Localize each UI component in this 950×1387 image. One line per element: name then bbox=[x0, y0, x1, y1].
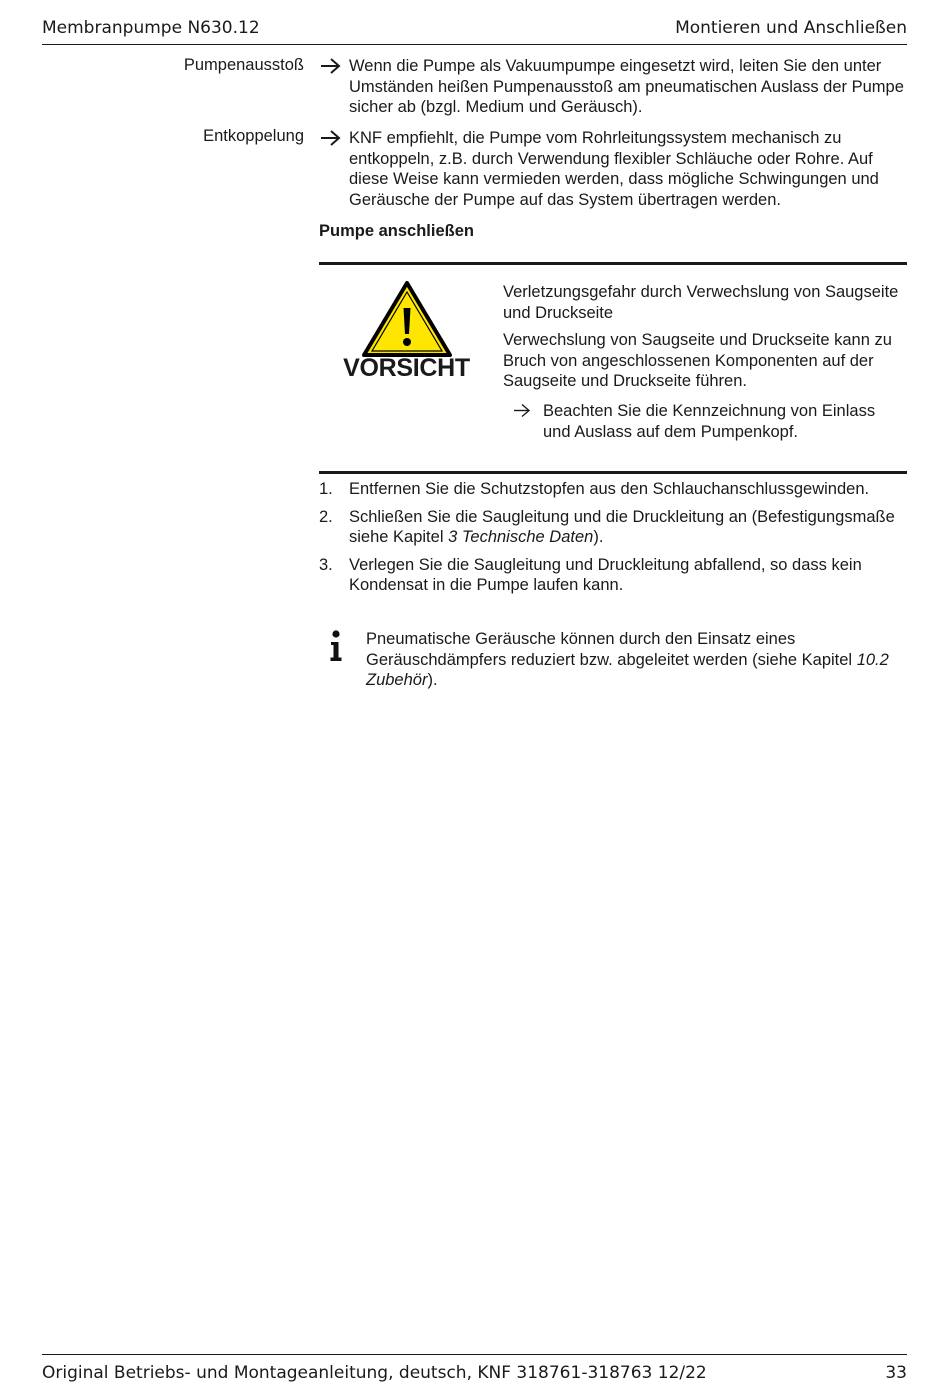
warning-box bbox=[319, 262, 907, 474]
header-document-title: Membranpumpe N630.12 bbox=[42, 18, 260, 38]
arrow-right-icon bbox=[320, 57, 342, 75]
info-text-main: Pneumatische Geräusche können durch den Einsatz eines Geräuschdämpfers reduziert bzw. abgeleitet werden (siehe Kapitel bbox=[366, 630, 857, 669]
page-footer bbox=[42, 1354, 907, 1385]
step-number: 1. bbox=[319, 480, 333, 498]
step-text: Entfernen Sie die Schutzstopfen aus den Schlauchanschlussgewinden. bbox=[349, 480, 870, 498]
warning-title: Verletzungsgefahr durch Verwechslung von Saugseite und Druckseite bbox=[503, 283, 899, 322]
margin-label-pumpenausstoss: Pumpenausstoß bbox=[183, 56, 304, 74]
instruction-text: KNF empfiehlt, die Pumpe vom Rohrleitungssystem mechanisch zu entkoppeln, z.B. durch Verwendung flexibler Schläuche oder Rohre. Auf diese Weise kann vermieden werden, dass mögliche Schwingungen und Geräusche der Pumpe auf das System übertragen werden. bbox=[349, 129, 879, 209]
page-header bbox=[42, 14, 907, 45]
info-note bbox=[319, 629, 909, 691]
section-heading: Pumpe anschließen bbox=[319, 222, 474, 240]
info-text-end: ). bbox=[427, 671, 438, 689]
instruction-entkoppelung bbox=[320, 128, 910, 210]
warning-description: Verwechslung von Saugseite und Druckseite kann zu Bruch von angeschlossenen Komponenten auf der Saugseite und Druckseite führen. bbox=[503, 331, 892, 390]
list-item bbox=[319, 507, 909, 548]
page-number: 33 bbox=[885, 1363, 907, 1383]
footer-document-info: Original Betriebs- und Montageanleitung, deutsch, KNF 318761-318763 12/22 bbox=[42, 1363, 707, 1383]
warning-action-text: Beachten Sie die Kennzeichnung von Einlass und Auslass auf dem Pumpenkopf. bbox=[543, 402, 876, 441]
warning-action bbox=[513, 401, 903, 442]
step-text: Verlegen Sie die Saugleitung und Druckleitung abfallend, so dass kein Kondensat in die Pumpe laufen kann. bbox=[349, 555, 862, 594]
list-item bbox=[319, 555, 909, 596]
instruction-pumpenausstoss bbox=[320, 56, 910, 118]
info-text bbox=[366, 629, 909, 691]
warning-triangle-icon bbox=[361, 280, 453, 358]
step-text-end: ). bbox=[593, 528, 604, 546]
step-number: 3. bbox=[319, 555, 333, 574]
step-text: Schließen Sie die Saugleitung und die Druckleitung an (Befestigungsmaße siehe Kapitel bbox=[349, 507, 895, 546]
arrow-right-icon bbox=[513, 403, 531, 418]
signal-word: VORSICHT bbox=[343, 354, 470, 382]
arrow-right-icon bbox=[320, 129, 342, 147]
list-item bbox=[319, 479, 909, 500]
info-icon bbox=[328, 630, 344, 662]
chapter-reference: 3 Technische Daten bbox=[448, 528, 594, 546]
step-list bbox=[319, 479, 909, 603]
header-chapter-title: Montieren und Anschließen bbox=[675, 18, 907, 38]
instruction-text: Wenn die Pumpe als Vakuumpumpe eingesetzt wird, leiten Sie den unter Umständen heißen Pumpenausstoß am pneumatischen Auslass der Pumpe sicher ab (bzgl. Medium und Geräusch). bbox=[349, 57, 904, 116]
step-number: 2. bbox=[319, 507, 333, 526]
chapter-reference: 10.2 Zubehör bbox=[366, 650, 889, 689]
margin-label-entkoppelung: Entkoppelung bbox=[203, 127, 304, 145]
